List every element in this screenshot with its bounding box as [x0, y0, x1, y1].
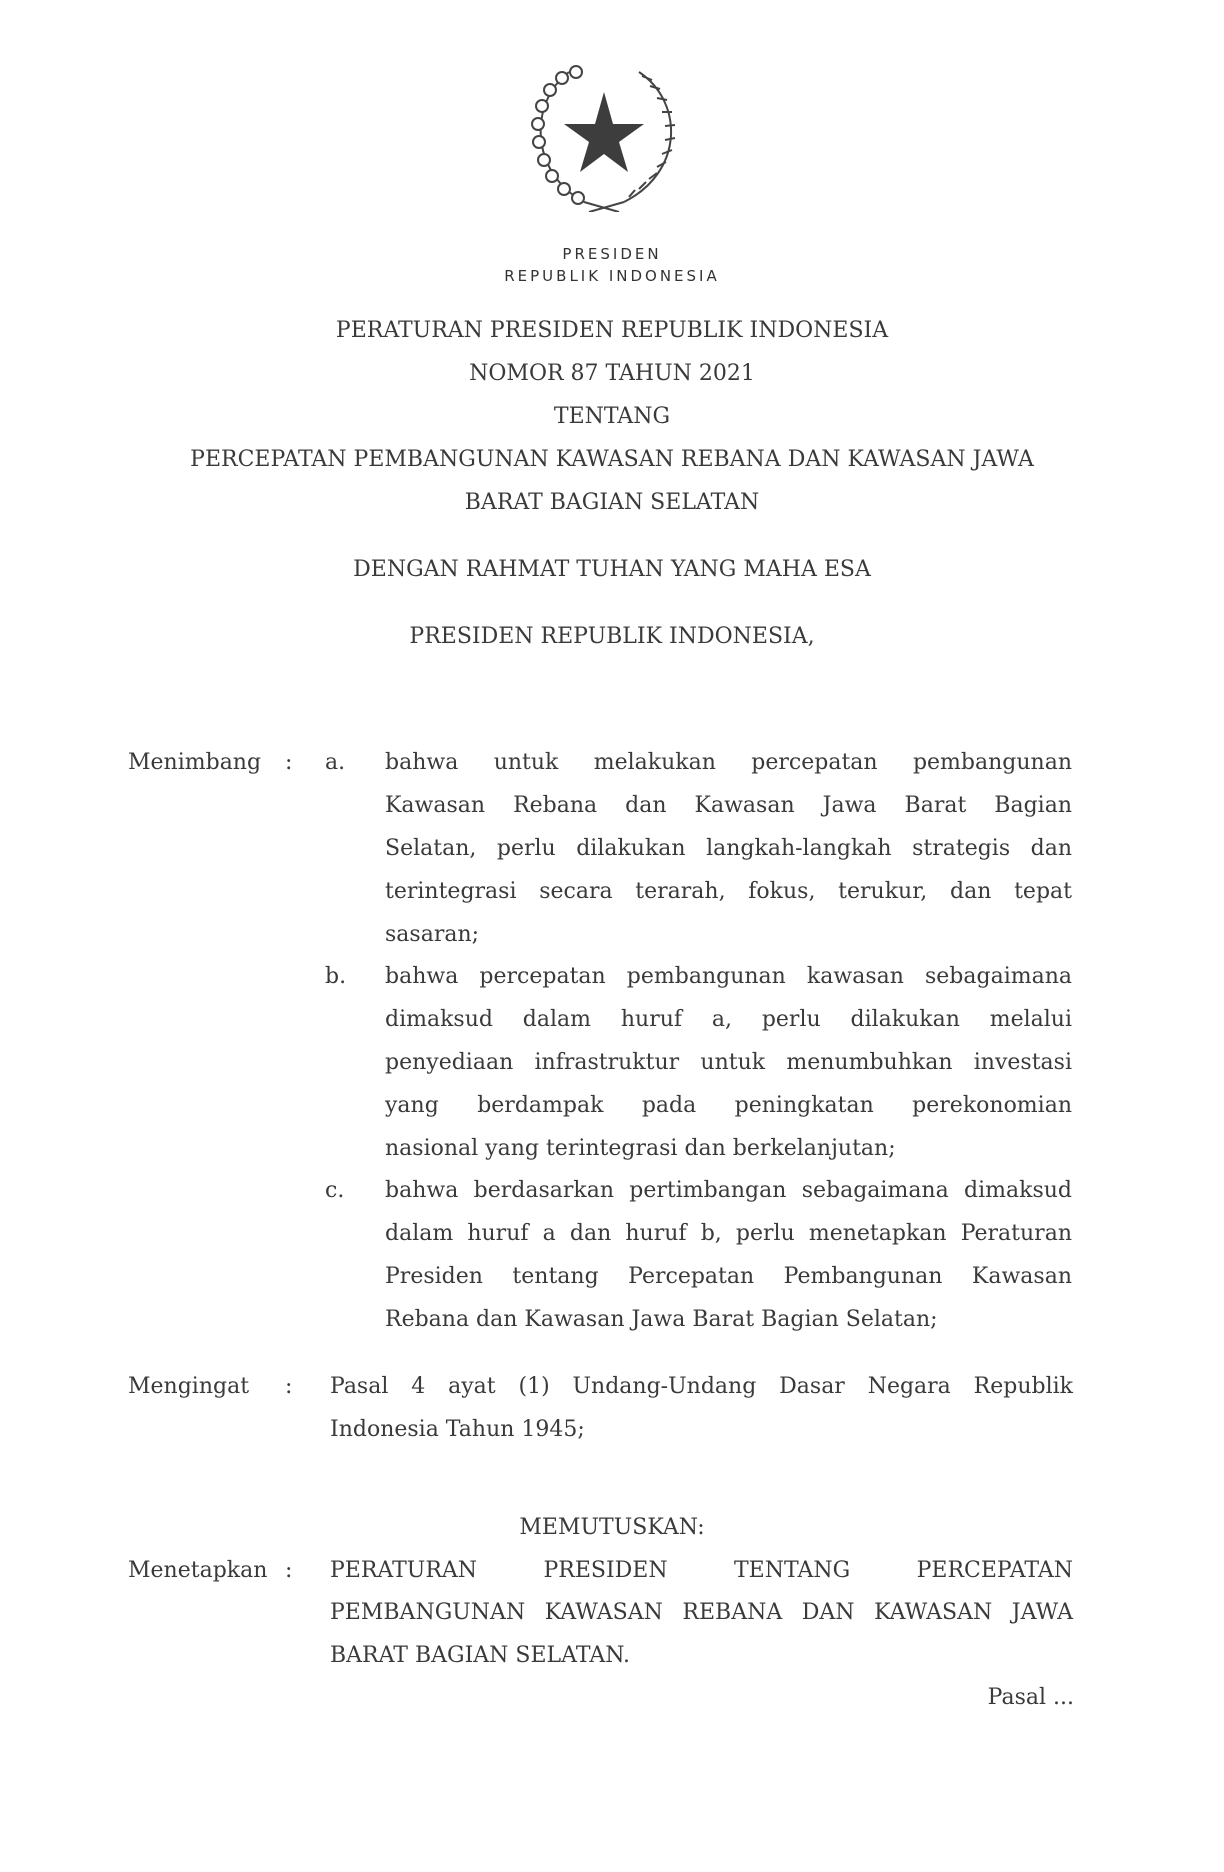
title-number: NOMOR 87 TAHUN 2021 — [469, 361, 755, 386]
invocation: DENGAN RAHMAT TUHAN YANG MAHA ESA — [353, 557, 871, 582]
item-marker: b. — [325, 964, 347, 989]
star-wreath-emblem-icon — [524, 62, 690, 212]
paragraph-line: yang berdampak pada peningkatan perekonomian — [385, 1093, 1072, 1118]
paragraph-line: sasaran; — [385, 922, 480, 947]
next-page-catchword: Pasal ... — [987, 1685, 1074, 1710]
paragraph-line: Selatan, perlu dilakukan langkah-langkah strategis dan — [385, 836, 1072, 861]
paragraph-line: Indonesia Tahun 1945; — [330, 1417, 585, 1442]
title-subject: PERCEPATAN PEMBANGUNAN KAWASAN REBANA DAN KAWASAN JAWA — [190, 447, 1034, 472]
paragraph-line: dalam huruf a dan huruf b, perlu menetapkan Peraturan — [385, 1221, 1072, 1246]
paragraph-line: bahwa untuk melakukan percepatan pembangunan — [385, 750, 1072, 775]
paragraph-line: Pasal 4 ayat (1) Undang-Undang Dasar Negara Republik — [330, 1374, 1073, 1399]
paragraph-line: penyediaan infrastruktur untuk menumbuhkan investasi — [385, 1050, 1072, 1075]
menimbang-label: Menimbang — [128, 750, 262, 775]
paragraph-line: Rebana dan Kawasan Jawa Barat Bagian Selatan; — [385, 1307, 938, 1332]
title-tentang: TENTANG — [553, 404, 671, 429]
menetapkan-label: Menetapkan — [128, 1558, 268, 1583]
paragraph-line: Kawasan Rebana dan Kawasan Jawa Barat Bagian — [385, 793, 1072, 818]
paragraph-line: bahwa berdasarkan pertimbangan sebagaimana dimaksud — [385, 1178, 1072, 1203]
letterhead-line-1: PRESIDEN — [562, 245, 662, 263]
title-line: PERATURAN PRESIDEN REPUBLIK INDONESIA — [335, 318, 889, 343]
paragraph-line: nasional yang terintegrasi dan berkelanjutan; — [385, 1136, 896, 1161]
letterhead-line-2: REPUBLIK INDONESIA — [504, 267, 720, 285]
paragraph-line: BARAT BAGIAN SELATAN. — [330, 1643, 631, 1668]
item-marker: a. — [325, 750, 346, 775]
menimbang-colon: : — [285, 750, 293, 775]
memutuskan-heading: MEMUTUSKAN: — [519, 1515, 705, 1540]
issuer: PRESIDEN REPUBLIK INDONESIA, — [409, 624, 815, 649]
paragraph-line: PEMBANGUNAN KAWASAN REBANA DAN KAWASAN JAWA — [330, 1600, 1073, 1625]
paragraph-line: dimaksud dalam huruf a, perlu dilakukan melalui — [385, 1007, 1072, 1032]
mengingat-colon: : — [285, 1374, 293, 1399]
item-marker: c. — [325, 1178, 345, 1203]
paragraph-line: Presiden tentang Percepatan Pembangunan Kawasan — [385, 1264, 1072, 1289]
paragraph-line: terintegrasi secara terarah, fokus, terukur, dan tepat — [385, 879, 1072, 904]
paragraph-line: PERATURAN PRESIDEN TENTANG PERCEPATAN — [330, 1558, 1073, 1583]
mengingat-label: Mengingat — [128, 1374, 250, 1399]
title-subject: BARAT BAGIAN SELATAN — [464, 490, 760, 515]
menetapkan-colon: : — [285, 1558, 293, 1583]
paragraph-line: bahwa percepatan pembangunan kawasan sebagaimana — [385, 964, 1072, 989]
